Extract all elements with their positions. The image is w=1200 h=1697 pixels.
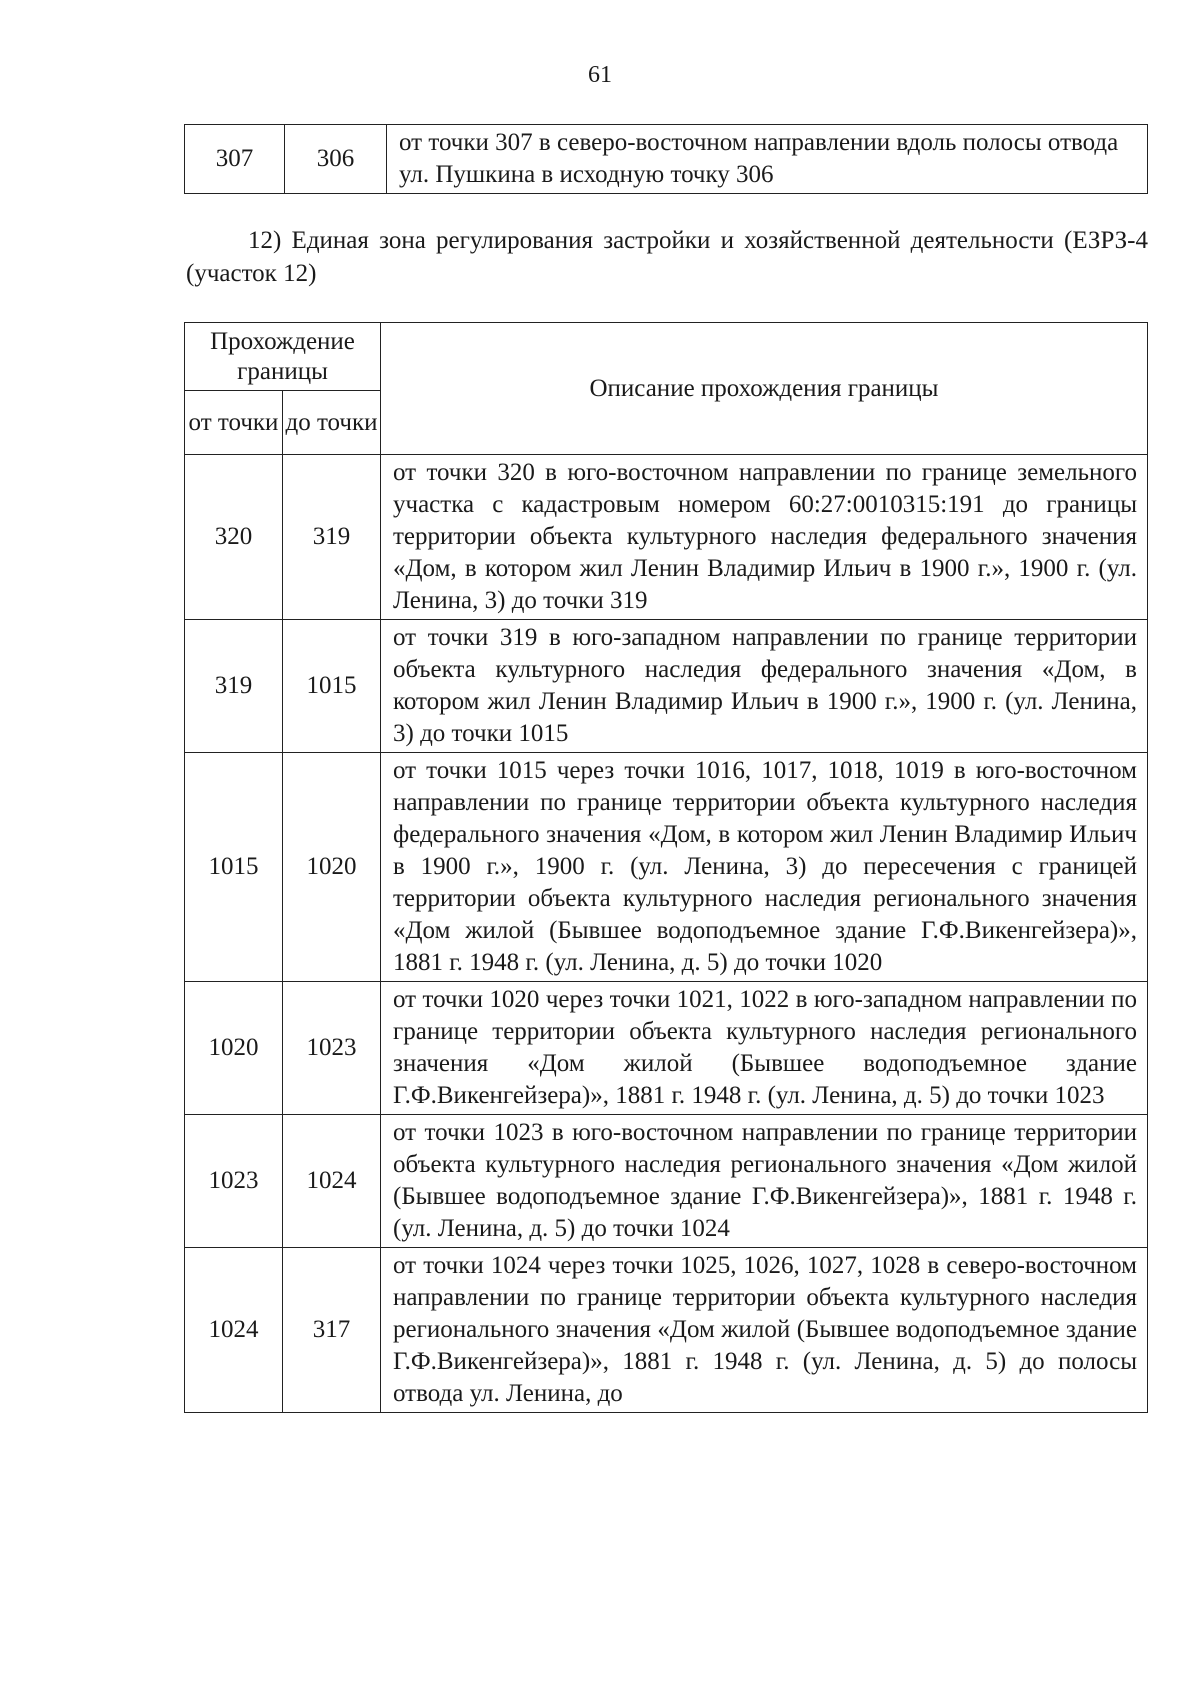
continuation-table	[184, 124, 1148, 194]
table-row	[185, 753, 1148, 982]
header-boundary-passage: Прохождение границы	[185, 323, 381, 391]
to-point-cell: 1015	[283, 620, 381, 753]
to-point-cell: 1023	[283, 982, 381, 1115]
description-cell: от точки 319 в юго-западном направлении по границе территории объекта культурного наследия федерального значения «Дом, в котором жил Ленин Владимир Ильич в 1900 г.», 1900 г. (ул. Ленина, 3) до точки 1015	[381, 620, 1148, 753]
from-point-cell: 1023	[185, 1115, 283, 1248]
header-description: Описание прохождения границы	[381, 323, 1148, 455]
to-point-cell: 317	[283, 1248, 381, 1413]
header-to-point: до точки	[283, 391, 381, 455]
table-row	[185, 125, 1148, 194]
table-row	[185, 1248, 1148, 1413]
description-cell: от точки 1015 через точки 1016, 1017, 1018, 1019 в юго-восточном направлении по границе территории объекта культурного наследия федерального значения «Дом, в котором жил Ленин Владимир Ильич в 1900 г.», 1900 г. (ул. Ленина, 3) до пересечения с границей территории объекта культурного наследия регионального значения «Дом жилой (Бывшее водоподъемное здание Г.Ф.Викенгейзера)», 1881 г. 1948 г. (ул. Ленина, д. 5) до точки 1020	[381, 753, 1148, 982]
to-point-cell: 319	[283, 455, 381, 620]
to-point-cell: 306	[285, 125, 387, 194]
boundary-table	[184, 322, 1148, 1413]
header-row	[185, 323, 1148, 391]
description-cell: от точки 307 в северо-восточном направлении вдоль полосы отвода ул. Пушкина в исходную точку 306	[387, 125, 1148, 194]
table-row	[185, 1115, 1148, 1248]
to-point-cell: 1024	[283, 1115, 381, 1248]
description-cell: от точки 1020 через точки 1021, 1022 в юго-западном направлении по границе территории объекта культурного наследия регионального значения «Дом жилой (Бывшее водоподъемное здание Г.Ф.Викенгейзера)», 1881 г. 1948 г. (ул. Ленина, д. 5) до точки 1023	[381, 982, 1148, 1115]
page-number: 61	[588, 62, 612, 88]
from-point-cell: 1015	[185, 753, 283, 982]
table-row	[185, 982, 1148, 1115]
description-cell: от точки 1024 через точки 1025, 1026, 1027, 1028 в северо-восточном направлении по границе территории объекта культурного наследия регионального значения «Дом жилой (Бывшее водоподъемное здание Г.Ф.Викенгейзера)», 1881 г. 1948 г. (ул. Ленина, д. 5) до полосы отвода ул. Ленина, до	[381, 1248, 1148, 1413]
description-cell: от точки 320 в юго-восточном направлении по границе земельного участка с кадастровым номером 60:27:0010315:191 до границы территории объекта культурного наследия федерального значения «Дом, в котором жил Ленин Владимир Ильич в 1900 г.», 1900 г. (ул. Ленина, 3) до точки 319	[381, 455, 1148, 620]
from-point-cell: 319	[185, 620, 283, 753]
header-from-point: от точки	[185, 391, 283, 455]
from-point-cell: 1024	[185, 1248, 283, 1413]
from-point-cell: 307	[185, 125, 285, 194]
description-cell: от точки 1023 в юго-восточном направлении по границе территории объекта культурного наследия регионального значения «Дом жилой (Бывшее водоподъемное здание Г.Ф.Викенгейзера)», 1881 г. 1948 г. (ул. Ленина, д. 5) до точки 1024	[381, 1115, 1148, 1248]
from-point-cell: 320	[185, 455, 283, 620]
table-row	[185, 455, 1148, 620]
to-point-cell: 1020	[283, 753, 381, 982]
section-heading: 12) Единая зона регулирования застройки и хозяйственной деятельности (ЕЗРЗ-4 (участок 12)	[186, 227, 1148, 287]
table-row	[185, 620, 1148, 753]
from-point-cell: 1020	[185, 982, 283, 1115]
